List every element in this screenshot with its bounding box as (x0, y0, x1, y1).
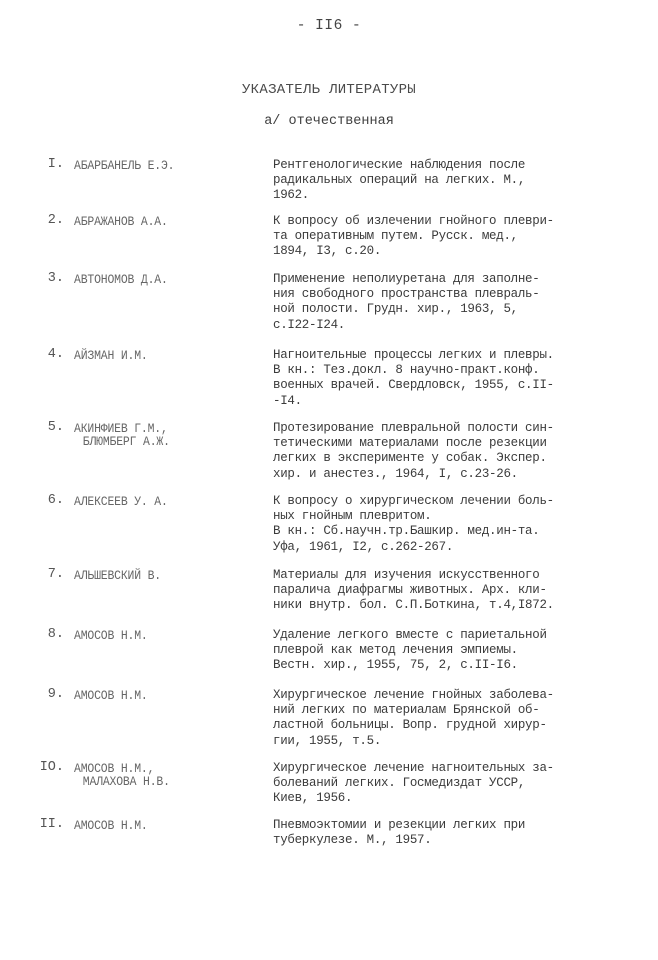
reference-line: ний легких по материалам Брянской об- (273, 702, 540, 718)
entry-number: 3. (47, 271, 64, 286)
reference-line: гии, 1955, т.5. (273, 732, 382, 748)
entry-reference (273, 157, 609, 203)
reference-line: К вопросу о хирургическом лечении боль- (273, 493, 554, 508)
reference-line: паралича диафрагмы животных. Арх. кли- (273, 582, 547, 598)
entry-authors (74, 819, 241, 832)
reference-line: Рентгенологические наблюдения после (273, 157, 526, 172)
entry-reference (273, 420, 609, 481)
entry-author: АМОСОВ Н.М. (74, 688, 148, 703)
entry-number: 2. (47, 213, 64, 228)
page-number: - II6 - (296, 18, 362, 34)
entry-authors (74, 273, 241, 286)
reference-line: тетическими материалами после резекции (273, 435, 547, 451)
entry-number: 6. (47, 493, 64, 508)
entry-authors (74, 762, 241, 788)
entry-reference (273, 687, 609, 748)
entry-reference (273, 271, 609, 332)
reference-line: военных врачей. Свердловск, 1955, с.II- (273, 377, 554, 393)
reference-line: ных гнойным плевритом. (273, 508, 432, 524)
reference-line: легких в эксперименте у собак. Экспер. (273, 450, 547, 466)
entry-number: IO. (39, 760, 64, 775)
reference-line: ной полости. Грудн. хир., 1963, 5, (273, 301, 518, 317)
entry-reference (273, 817, 609, 847)
entry-author: АМОСОВ Н.М., (74, 761, 155, 776)
bibliography-heading: УКАЗАТЕЛЬ ЛИТЕРАТУРЫ (241, 82, 417, 98)
reference-line: 1894, I3, с.20. (273, 243, 382, 259)
entry-author: АМОСОВ Н.М. (74, 628, 148, 643)
reference-line: радикальных операций на легких. М., (273, 172, 526, 188)
entry-author: АКИНФИЕВ Г.М., (74, 421, 168, 436)
reference-line: ния свободного пространства плевраль- (273, 286, 540, 302)
reference-line: В кн.: Сб.научн.тр.Башкир. мед.ин-та. (273, 523, 540, 539)
entry-authors (74, 495, 241, 508)
reference-line: Хирургическое лечение нагноительных за- (273, 760, 554, 775)
reference-line: хир. и анестез., 1964, I, с.23-26. (273, 465, 518, 481)
reference-line: Хирургическое лечение гнойных заболева- (273, 687, 554, 702)
entry-author: АЛЬШЕВСКИЙ В. (74, 568, 161, 583)
reference-line: Вестн. хир., 1955, 75, 2, с.II-I6. (273, 657, 518, 673)
bibliography-subheading: а/ отечественная (264, 114, 394, 129)
reference-line: ники внутр. бол. С.П.Боткина, т.4,I872. (273, 597, 554, 613)
entry-reference (273, 567, 609, 613)
entry-authors (74, 689, 241, 702)
reference-line: К вопросу об излечении гнойного плеври- (273, 213, 554, 228)
entry-authors (74, 349, 241, 362)
reference-line: Протезирование плевральной полости син- (273, 420, 554, 435)
entry-author: АБАРБАНЕЛЬ Е.Э. (74, 158, 175, 173)
entry-author: МАЛАХОВА Н.В. (82, 774, 170, 789)
entry-reference (273, 627, 609, 673)
reference-line: с.I22-I24. (273, 316, 346, 332)
reference-line: болеваний легких. Госмедиздат УССР, (273, 775, 526, 791)
reference-line: -I4. (273, 392, 302, 408)
entry-authors (74, 629, 241, 642)
entry-number: 8. (47, 627, 64, 642)
reference-line: та оперативным путем. Русск. мед., (273, 228, 518, 244)
entry-reference (273, 347, 609, 408)
entry-reference (273, 760, 609, 806)
entry-reference (273, 213, 609, 259)
entry-author: АВТОНОМОВ Д.А. (74, 272, 168, 287)
reference-line: Материалы для изучения искусственного (273, 567, 540, 582)
reference-line: Уфа, 1961, I2, с.262-267. (273, 538, 454, 554)
entry-number: 7. (47, 567, 64, 582)
reference-line: 1962. (273, 187, 310, 203)
reference-line: плеврой как метод лечения эмпиемы. (273, 642, 518, 658)
entry-authors (74, 569, 241, 582)
entry-authors (74, 159, 241, 172)
reference-line: В кн.: Тез.докл. 8 научно-практ.конф. (273, 362, 540, 378)
entry-reference (273, 493, 609, 554)
entry-author: АЛЕКСЕЕВ У. А. (74, 494, 168, 509)
entry-author: АЙЗМАН И.М. (74, 348, 148, 363)
reference-line: Пневмоэктомии и резекции легких при (273, 817, 526, 832)
reference-line: Применение неполиуретана для заполне- (273, 271, 540, 286)
entry-author: АБРАЖАНОВ А.А. (74, 214, 168, 229)
entry-number: II. (39, 817, 64, 832)
reference-line: Нагноительные процессы легких и плевры. (273, 347, 554, 362)
entry-number: 9. (47, 687, 64, 702)
entry-number: 4. (47, 347, 64, 362)
entry-number: I. (47, 157, 64, 172)
reference-line: ластной больницы. Вопр. грудной хирур- (273, 717, 547, 733)
entry-authors (74, 215, 241, 228)
reference-line: Удаление легкого вместе с париетальной (273, 627, 547, 642)
entry-author: БЛЮМБЕРГ А.Ж. (82, 434, 170, 449)
entry-authors (74, 422, 241, 448)
entry-author: АМОСОВ Н.М. (74, 818, 148, 833)
reference-line: туберкулезе. М., 1957. (273, 832, 432, 848)
reference-line: Киев, 1956. (273, 790, 353, 806)
entry-number: 5. (47, 420, 64, 435)
